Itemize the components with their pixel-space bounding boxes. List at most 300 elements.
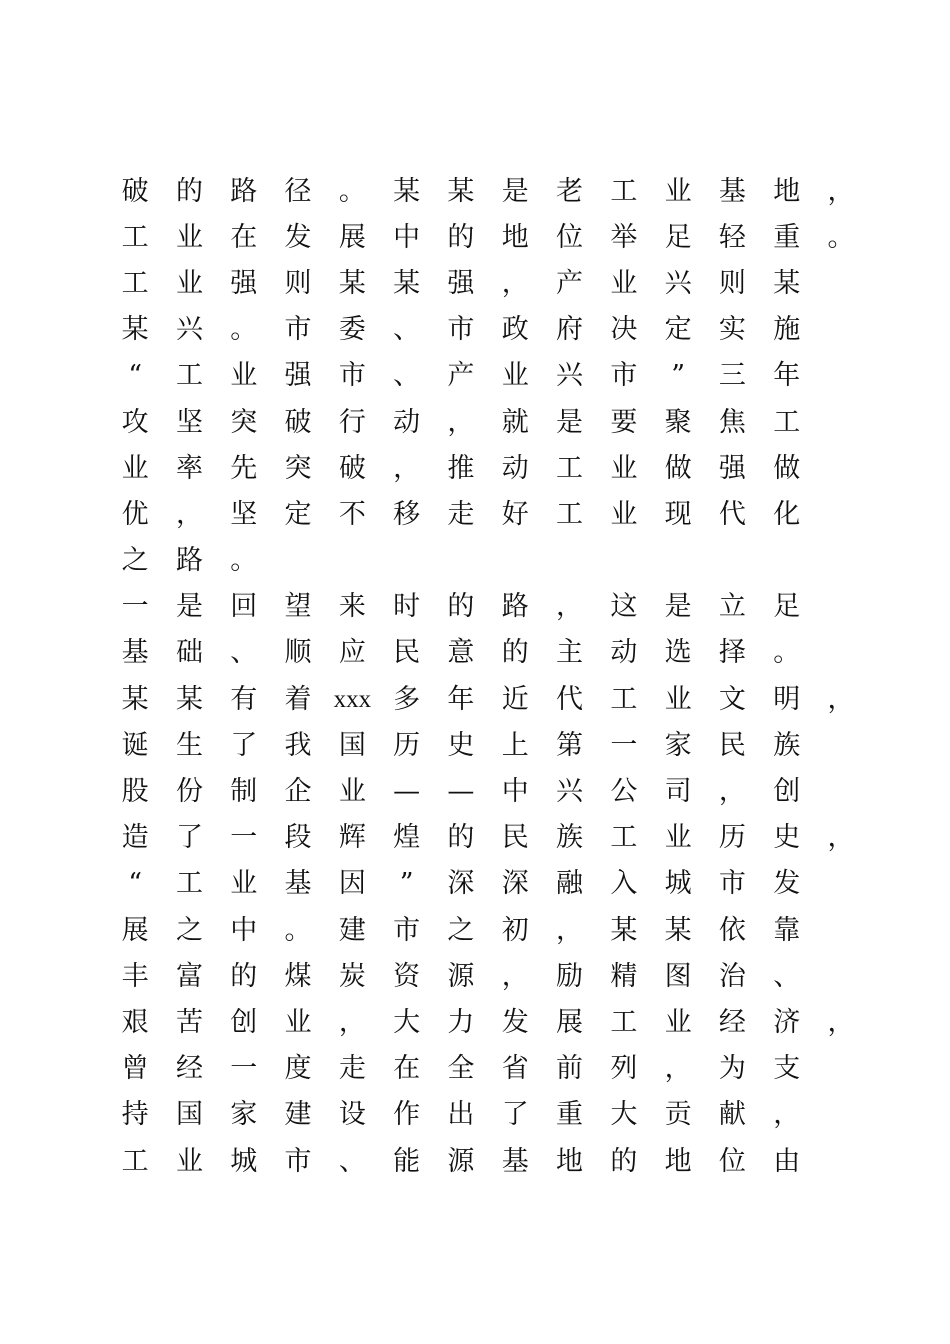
text-char: 源: [447, 960, 475, 992]
text-char: 精: [610, 960, 638, 992]
text-char: 强: [718, 452, 746, 484]
text-char: 一: [610, 729, 638, 761]
text-char: 列: [610, 1053, 638, 1085]
text-char: 强: [284, 360, 312, 392]
text-char: 回: [230, 591, 258, 623]
text-char: 市: [284, 314, 312, 346]
text-char: 政: [501, 314, 529, 346]
text-line: [108, 538, 868, 584]
text-char: ，: [338, 1006, 366, 1038]
text-char: 我: [284, 729, 312, 761]
text-char: 路: [230, 175, 258, 207]
text-char: 业: [121, 452, 149, 484]
text-char: 份: [175, 776, 203, 808]
text-char: 市: [284, 1145, 312, 1177]
text-char: 基: [284, 868, 312, 900]
text-char: 工: [556, 498, 584, 530]
text-char: —: [447, 776, 475, 808]
text-char: 大: [610, 1099, 638, 1131]
text-char: 优: [121, 498, 149, 530]
text-char: 在: [393, 1053, 421, 1085]
text-char: 业: [664, 683, 692, 715]
text-char: 基: [501, 1145, 529, 1177]
text-char: 献: [718, 1099, 746, 1131]
text-char: 产: [556, 267, 584, 299]
text-char: 决: [610, 314, 638, 346]
text-char: 业: [175, 221, 203, 253]
text-char: 地: [664, 1145, 692, 1177]
text-char: 。: [230, 314, 258, 346]
text-char: 工: [175, 360, 203, 392]
text-char: 生: [175, 729, 203, 761]
text-char: ”: [671, 360, 686, 392]
text-char: 好: [501, 498, 529, 530]
text-char: ，: [501, 267, 529, 299]
text-char: 融: [556, 868, 584, 900]
text-char: 上: [501, 729, 529, 761]
text-char: 依: [718, 914, 746, 946]
text-char: 某: [610, 914, 638, 946]
text-line: [108, 491, 868, 537]
text-char: 力: [447, 1006, 475, 1038]
text-char: ，: [556, 914, 584, 946]
text-char: 的: [175, 175, 203, 207]
text-char: 重: [556, 1099, 584, 1131]
text-char: 某: [121, 683, 149, 715]
text-char: 省: [501, 1053, 529, 1085]
text-char: 由: [773, 1145, 801, 1177]
text-char: 民: [393, 637, 421, 669]
text-char: 作: [393, 1099, 421, 1131]
text-line: [108, 168, 868, 214]
text-line: [108, 399, 868, 445]
text-char: 地: [501, 221, 529, 253]
text-char: 率: [175, 452, 203, 484]
text-char: 某: [664, 914, 692, 946]
text-char: 的: [447, 591, 475, 623]
text-char: 出: [447, 1099, 475, 1131]
text-char: ”: [399, 868, 414, 900]
text-char: 意: [447, 637, 475, 669]
text-char: 深: [447, 868, 475, 900]
text-char: 破: [284, 406, 312, 438]
text-line: [108, 445, 868, 491]
text-char: 一: [121, 591, 149, 623]
text-char: 深: [501, 868, 529, 900]
text-char: 展: [338, 221, 366, 253]
text-char: 工: [610, 822, 638, 854]
text-char: 发: [284, 221, 312, 253]
text-char: 实: [718, 314, 746, 346]
text-char: 行: [338, 406, 366, 438]
text-char: 展: [121, 914, 149, 946]
text-char: 突: [284, 452, 312, 484]
text-char: 是: [664, 591, 692, 623]
text-char: ，: [827, 822, 855, 854]
text-char: 因: [338, 868, 366, 900]
text-char: 业: [664, 822, 692, 854]
text-char: 入: [610, 868, 638, 900]
text-char: 府: [556, 314, 584, 346]
text-line: [108, 1092, 868, 1138]
text-char: 走: [447, 498, 475, 530]
text-char: xxx: [333, 685, 372, 713]
text-char: 经: [718, 1006, 746, 1038]
text-char: 业: [610, 498, 638, 530]
text-char: 位: [556, 221, 584, 253]
text-char: 工: [610, 175, 638, 207]
text-char: 主: [556, 637, 584, 669]
text-char: 一: [230, 1053, 258, 1085]
text-char: 展: [556, 1006, 584, 1038]
text-char: 济: [773, 1006, 801, 1038]
text-char: 工: [121, 267, 149, 299]
text-char: ，: [773, 1099, 801, 1131]
text-char: 业: [664, 175, 692, 207]
text-char: 之: [121, 545, 149, 577]
text-char: 立: [718, 591, 746, 623]
text-char: 全: [447, 1053, 475, 1085]
text-char: 兴: [664, 267, 692, 299]
text-char: 代: [718, 498, 746, 530]
text-line: [108, 260, 868, 306]
text-char: 是: [556, 406, 584, 438]
text-char: 族: [773, 729, 801, 761]
text-line: [108, 676, 868, 722]
text-char: 段: [284, 822, 312, 854]
text-char: 委: [338, 314, 366, 346]
text-char: 应: [338, 637, 366, 669]
text-char: 靠: [773, 914, 801, 946]
text-char: 史: [773, 822, 801, 854]
text-char: 选: [664, 637, 692, 669]
text-char: 的: [230, 960, 258, 992]
text-char: 工: [175, 868, 203, 900]
text-char: 建: [338, 914, 366, 946]
text-char: 工: [121, 1145, 149, 1177]
text-char: 走: [338, 1053, 366, 1085]
text-char: 三: [718, 360, 746, 392]
text-char: 某: [393, 175, 421, 207]
text-char: 业: [284, 1006, 312, 1038]
text-line: [108, 353, 868, 399]
text-char: 一: [230, 822, 258, 854]
text-char: 施: [773, 314, 801, 346]
text-char: 了: [230, 729, 258, 761]
text-char: 基: [121, 637, 149, 669]
text-char: 坚: [230, 498, 258, 530]
text-char: ，: [827, 175, 855, 207]
text-char: 司: [664, 776, 692, 808]
text-char: 着: [284, 683, 312, 715]
text-char: 在: [230, 221, 258, 253]
text-char: 业: [230, 868, 258, 900]
text-char: 定: [284, 498, 312, 530]
text-char: 了: [175, 822, 203, 854]
text-char: 企: [284, 776, 312, 808]
text-char: 老: [556, 175, 584, 207]
text-char: 市: [338, 360, 366, 392]
text-char: ，: [447, 406, 475, 438]
text-char: 某: [447, 175, 475, 207]
text-char: 。: [230, 545, 258, 577]
text-char: 化: [773, 498, 801, 530]
text-char: 兴: [175, 314, 203, 346]
text-char: 族: [556, 822, 584, 854]
text-line: [108, 630, 868, 676]
text-char: 创: [773, 776, 801, 808]
text-char: 某: [338, 267, 366, 299]
text-char: 是: [501, 175, 529, 207]
text-char: 持: [121, 1099, 149, 1131]
text-char: 建: [284, 1099, 312, 1131]
text-char: 重: [773, 221, 801, 253]
text-char: 经: [175, 1053, 203, 1085]
text-char: 业: [338, 776, 366, 808]
text-char: 励: [556, 960, 584, 992]
text-char: 破: [338, 452, 366, 484]
text-char: ，: [827, 683, 855, 715]
text-char: 做: [664, 452, 692, 484]
text-char: 之: [447, 914, 475, 946]
text-char: 兴: [556, 776, 584, 808]
text-char: 是: [175, 591, 203, 623]
text-char: 富: [175, 960, 203, 992]
text-char: 民: [718, 729, 746, 761]
text-char: 辉: [338, 822, 366, 854]
text-char: 。: [284, 914, 312, 946]
text-line: [108, 307, 868, 353]
text-char: 支: [773, 1053, 801, 1085]
text-char: 艰: [121, 1006, 149, 1038]
text-char: ，: [175, 498, 203, 530]
text-char: 了: [501, 1099, 529, 1131]
text-char: 发: [501, 1006, 529, 1038]
text-char: 资: [393, 960, 421, 992]
text-char: 强: [447, 267, 475, 299]
text-char: 工: [610, 683, 638, 715]
text-char: 、: [338, 1145, 366, 1177]
text-char: 础: [175, 637, 203, 669]
text-line: [108, 584, 868, 630]
text-char: 来: [338, 591, 366, 623]
text-char: 焦: [718, 406, 746, 438]
text-char: 足: [664, 221, 692, 253]
text-char: 度: [284, 1053, 312, 1085]
text-char: ，: [501, 960, 529, 992]
text-char: 顺: [284, 637, 312, 669]
text-line: [108, 722, 868, 768]
text-char: 代: [556, 683, 584, 715]
text-char: 国: [338, 729, 366, 761]
text-char: 中: [230, 914, 258, 946]
text-char: 工: [556, 452, 584, 484]
text-char: 工: [773, 406, 801, 438]
text-char: 举: [610, 221, 638, 253]
text-line: [108, 815, 868, 861]
text-line: [108, 214, 868, 260]
text-char: 城: [664, 868, 692, 900]
text-char: 破: [121, 175, 149, 207]
text-char: 初: [501, 914, 529, 946]
text-char: 业: [610, 452, 638, 484]
text-char: 、: [773, 960, 801, 992]
text-char: 径: [284, 175, 312, 207]
text-char: 某: [773, 267, 801, 299]
text-char: 足: [773, 591, 801, 623]
text-char: 推: [447, 452, 475, 484]
text-char: 中: [501, 776, 529, 808]
text-char: 多: [393, 683, 421, 715]
text-char: 动: [610, 637, 638, 669]
text-char: 大: [393, 1006, 421, 1038]
text-char: ，: [664, 1053, 692, 1085]
text-char: 炭: [338, 960, 366, 992]
text-line: [108, 768, 868, 814]
text-char: 业: [501, 360, 529, 392]
text-char: ，: [556, 591, 584, 623]
text-line: [108, 907, 868, 953]
text-line: [108, 861, 868, 907]
text-char: 煌: [393, 822, 421, 854]
text-char: 治: [718, 960, 746, 992]
text-char: 诞: [121, 729, 149, 761]
text-char: 发: [773, 868, 801, 900]
text-char: 苦: [175, 1006, 203, 1038]
text-char: 公: [610, 776, 638, 808]
text-char: 之: [175, 914, 203, 946]
text-char: 历: [393, 729, 421, 761]
text-char: 中: [393, 221, 421, 253]
text-char: 坚: [175, 406, 203, 438]
text-char: 源: [447, 1145, 475, 1177]
text-line: [108, 1138, 868, 1184]
text-char: 地: [556, 1145, 584, 1177]
text-char: 、: [230, 637, 258, 669]
text-char: 丰: [121, 960, 149, 992]
text-char: 曾: [121, 1053, 149, 1085]
text-char: 煤: [284, 960, 312, 992]
text-char: 就: [501, 406, 529, 438]
text-char: 。: [827, 221, 855, 253]
text-char: 、: [393, 360, 421, 392]
text-char: 文: [718, 683, 746, 715]
text-char: 家: [664, 729, 692, 761]
text-char: 创: [230, 1006, 258, 1038]
text-char: 。: [773, 637, 801, 669]
text-char: 年: [447, 683, 475, 715]
text-char: 工: [610, 1006, 638, 1038]
text-line: [108, 953, 868, 999]
text-char: 贡: [664, 1099, 692, 1131]
text-char: 强: [230, 267, 258, 299]
text-char: 聚: [664, 406, 692, 438]
text-char: ，: [393, 452, 421, 484]
text-char: 则: [284, 267, 312, 299]
text-char: 择: [718, 637, 746, 669]
text-char: 望: [284, 591, 312, 623]
text-line: [108, 999, 868, 1045]
text-char: 突: [230, 406, 258, 438]
text-char: 明: [773, 683, 801, 715]
text-char: 市: [718, 868, 746, 900]
text-char: 做: [773, 452, 801, 484]
text-line: [108, 1046, 868, 1092]
text-char: 的: [447, 822, 475, 854]
text-char: 轻: [718, 221, 746, 253]
text-char: 为: [718, 1053, 746, 1085]
text-char: ，: [718, 776, 746, 808]
text-char: 这: [610, 591, 638, 623]
text-char: —: [393, 776, 421, 808]
text-char: “: [128, 360, 143, 392]
text-char: 兴: [556, 360, 584, 392]
text-char: 路: [501, 591, 529, 623]
text-char: 的: [501, 637, 529, 669]
text-char: 市: [393, 914, 421, 946]
text-char: 攻: [121, 406, 149, 438]
text-char: 位: [718, 1145, 746, 1177]
text-char: 移: [393, 498, 421, 530]
text-char: 第: [556, 729, 584, 761]
text-char: 现: [664, 498, 692, 530]
text-char: 股: [121, 776, 149, 808]
text-char: 产: [447, 360, 475, 392]
text-char: 能: [393, 1145, 421, 1177]
text-char: 近: [501, 683, 529, 715]
text-char: 史: [447, 729, 475, 761]
text-char: 。: [338, 175, 366, 207]
text-char: 业: [610, 267, 638, 299]
text-char: 造: [121, 822, 149, 854]
text-char: 民: [501, 822, 529, 854]
text-char: 某: [393, 267, 421, 299]
text-char: 城: [230, 1145, 258, 1177]
text-char: 则: [718, 267, 746, 299]
text-char: 时: [393, 591, 421, 623]
text-char: 有: [230, 683, 258, 715]
text-char: “: [128, 868, 143, 900]
text-char: 某: [121, 314, 149, 346]
text-char: 市: [610, 360, 638, 392]
text-char: ，: [827, 1006, 855, 1038]
text-char: 国: [175, 1099, 203, 1131]
text-char: 要: [610, 406, 638, 438]
text-char: 的: [447, 221, 475, 253]
text-char: 的: [610, 1145, 638, 1177]
text-char: 业: [230, 360, 258, 392]
text-char: 不: [338, 498, 366, 530]
text-char: 历: [718, 822, 746, 854]
text-char: 定: [664, 314, 692, 346]
text-char: 动: [501, 452, 529, 484]
text-char: 业: [175, 1145, 203, 1177]
text-char: 某: [175, 683, 203, 715]
text-char: 基: [718, 175, 746, 207]
text-char: 前: [556, 1053, 584, 1085]
text-char: 路: [175, 545, 203, 577]
text-char: 先: [230, 452, 258, 484]
text-char: 市: [447, 314, 475, 346]
text-char: 制: [230, 776, 258, 808]
text-char: 工: [121, 221, 149, 253]
text-char: 业: [175, 267, 203, 299]
text-char: 业: [664, 1006, 692, 1038]
text-char: 家: [230, 1099, 258, 1131]
text-char: 设: [338, 1099, 366, 1131]
text-char: 、: [393, 314, 421, 346]
text-char: 年: [773, 360, 801, 392]
